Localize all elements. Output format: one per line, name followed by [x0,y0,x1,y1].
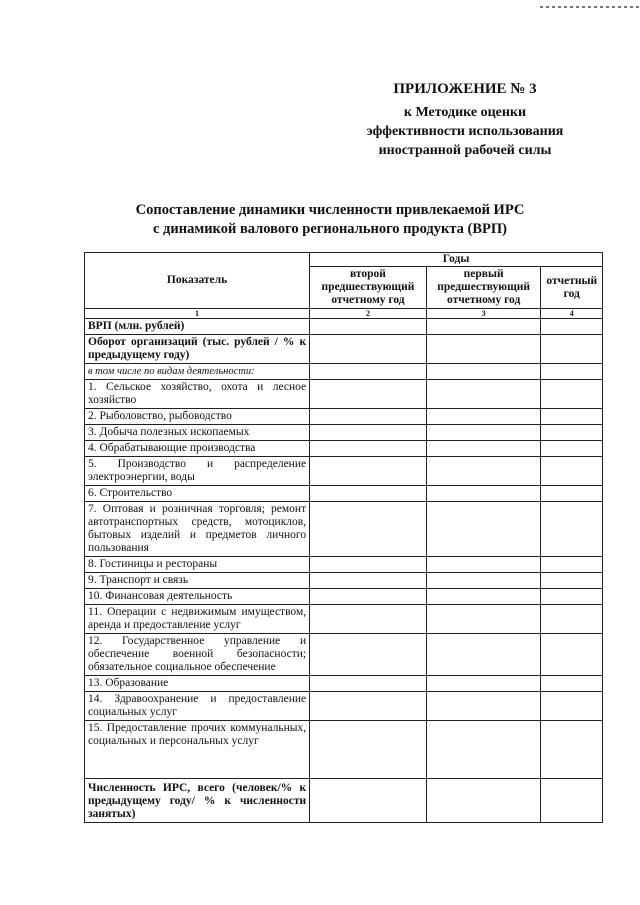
table-cell [426,319,541,335]
table-cell [541,557,603,573]
row-label: 6. Строительство [85,486,310,502]
table-cell [310,573,427,589]
table-cell [426,441,541,457]
row-label: 10. Финансовая деятельность [85,589,310,605]
appendix-subtitle-3: иностранной рабочей силы [378,143,552,158]
table-cell [541,779,603,823]
table-cell [310,721,427,779]
row-label: 11. Операции с недвижимым имуществом, аренда и предоставление услуг [85,605,310,634]
header-col-4: отчетный год [541,267,603,309]
table-row [85,721,603,779]
table-cell [541,605,603,634]
col-number-3: 3 [426,309,541,319]
header-col-3: первый предшествующий отчетному год [426,267,541,309]
appendix-header [340,80,590,160]
col-number-4: 4 [541,309,603,319]
table-cell [541,380,603,409]
table-cell [426,364,541,380]
table-cell [426,380,541,409]
table-cell [310,589,427,605]
column-numbers-row [85,309,603,319]
table-cell [310,634,427,676]
scan-artifact [540,6,640,8]
header-col-2: второй предшествующий отчетному год [310,267,427,309]
table-row [85,589,603,605]
table-cell [541,409,603,425]
table-cell [541,634,603,676]
table-row [85,634,603,676]
table-cell [310,335,427,364]
col-number-1: 1 [85,309,310,319]
table-cell [426,721,541,779]
table-cell [310,457,427,486]
table-cell [426,573,541,589]
table-cell [426,335,541,364]
appendix-number: ПРИЛОЖЕНИЕ № 3 [393,81,537,97]
row-label: Оборот организаций (тыс. рублей / % к предыдущему году) [85,335,310,364]
table-cell [310,692,427,721]
table-cell [426,425,541,441]
header-row-1 [85,253,603,267]
row-label: 15. Предоставление прочих коммунальных, социальных и персональных услуг [85,721,310,779]
row-label: 4. Обрабатывающие производства [85,441,310,457]
table-row [85,676,603,692]
table-cell [310,502,427,557]
table-cell [541,721,603,779]
table-cell [541,319,603,335]
table-row [85,335,603,364]
table-row [85,692,603,721]
table-row [85,380,603,409]
table-cell [310,486,427,502]
table-cell [426,605,541,634]
row-label: 14. Здравоохранение и предоставление социальных услуг [85,692,310,721]
table-row [85,779,603,823]
table-cell [426,457,541,486]
appendix-subtitle-1: к Методике оценки [403,105,527,120]
row-label: Численность ИРС, всего (человек/% к предыдущему году/ % к численности занятых) [85,779,310,823]
table-cell [426,692,541,721]
table-row [85,441,603,457]
table-row [85,486,603,502]
title-line-2: с динамикой валового регионального продукта (ВРП) [152,221,508,237]
row-label: 12. Государственное управление и обеспечение военной безопасности; обязательное социальное обеспечение [85,634,310,676]
table-cell [426,502,541,557]
table-cell [541,335,603,364]
document-title [90,201,570,239]
table-cell [426,676,541,692]
table-cell [310,364,427,380]
table-row [85,557,603,573]
table-cell [426,634,541,676]
row-label: 2. Рыболовство, рыбоводство [85,409,310,425]
table-cell [541,589,603,605]
table-row [85,364,603,380]
table-row [85,573,603,589]
header-years: Годы [310,253,603,267]
table-cell [541,676,603,692]
row-label: 3. Добыча полезных ископаемых [85,425,310,441]
table-row [85,425,603,441]
table-cell [541,502,603,557]
table-cell [310,409,427,425]
table-cell [310,380,427,409]
table-cell [426,589,541,605]
table-cell [310,676,427,692]
table-cell [541,573,603,589]
table-cell [310,557,427,573]
table-cell [310,441,427,457]
row-label: 1. Сельское хозяйство, охота и лесное хозяйство [85,380,310,409]
table-cell [541,364,603,380]
appendix-subtitle-2: эффективности использования [366,124,564,139]
table-cell [310,425,427,441]
table-cell [310,779,427,823]
table-cell [541,425,603,441]
table-cell [541,441,603,457]
table-cell [310,605,427,634]
table-row [85,457,603,486]
table-row [85,409,603,425]
table-cell [541,457,603,486]
table-cell [541,692,603,721]
table-cell [541,486,603,502]
table-cell [426,409,541,425]
table-row [85,502,603,557]
row-label: 8. Гостиницы и рестораны [85,557,310,573]
row-label: в том числе по видам деятельности: [85,364,310,380]
table-row [85,605,603,634]
row-label: ВРП (млн. рублей) [85,319,310,335]
row-label: 5. Производство и распределение электроэнергии, воды [85,457,310,486]
table-cell [426,486,541,502]
table-cell [310,319,427,335]
header-indicator: Показатель [85,253,310,309]
row-label: 9. Транспорт и связь [85,573,310,589]
table-row [85,319,603,335]
title-line-1: Сопоставление динамики численности привлекаемой ИРС [135,202,525,218]
table-cell [426,557,541,573]
col-number-2: 2 [310,309,427,319]
row-label: 7. Оптовая и розничная торговля; ремонт автотранспортных средств, мотоциклов, бытовых изделий и предметов личного пользования [85,502,310,557]
table-cell [426,779,541,823]
comparison-table [84,252,603,823]
row-label: 13. Образование [85,676,310,692]
